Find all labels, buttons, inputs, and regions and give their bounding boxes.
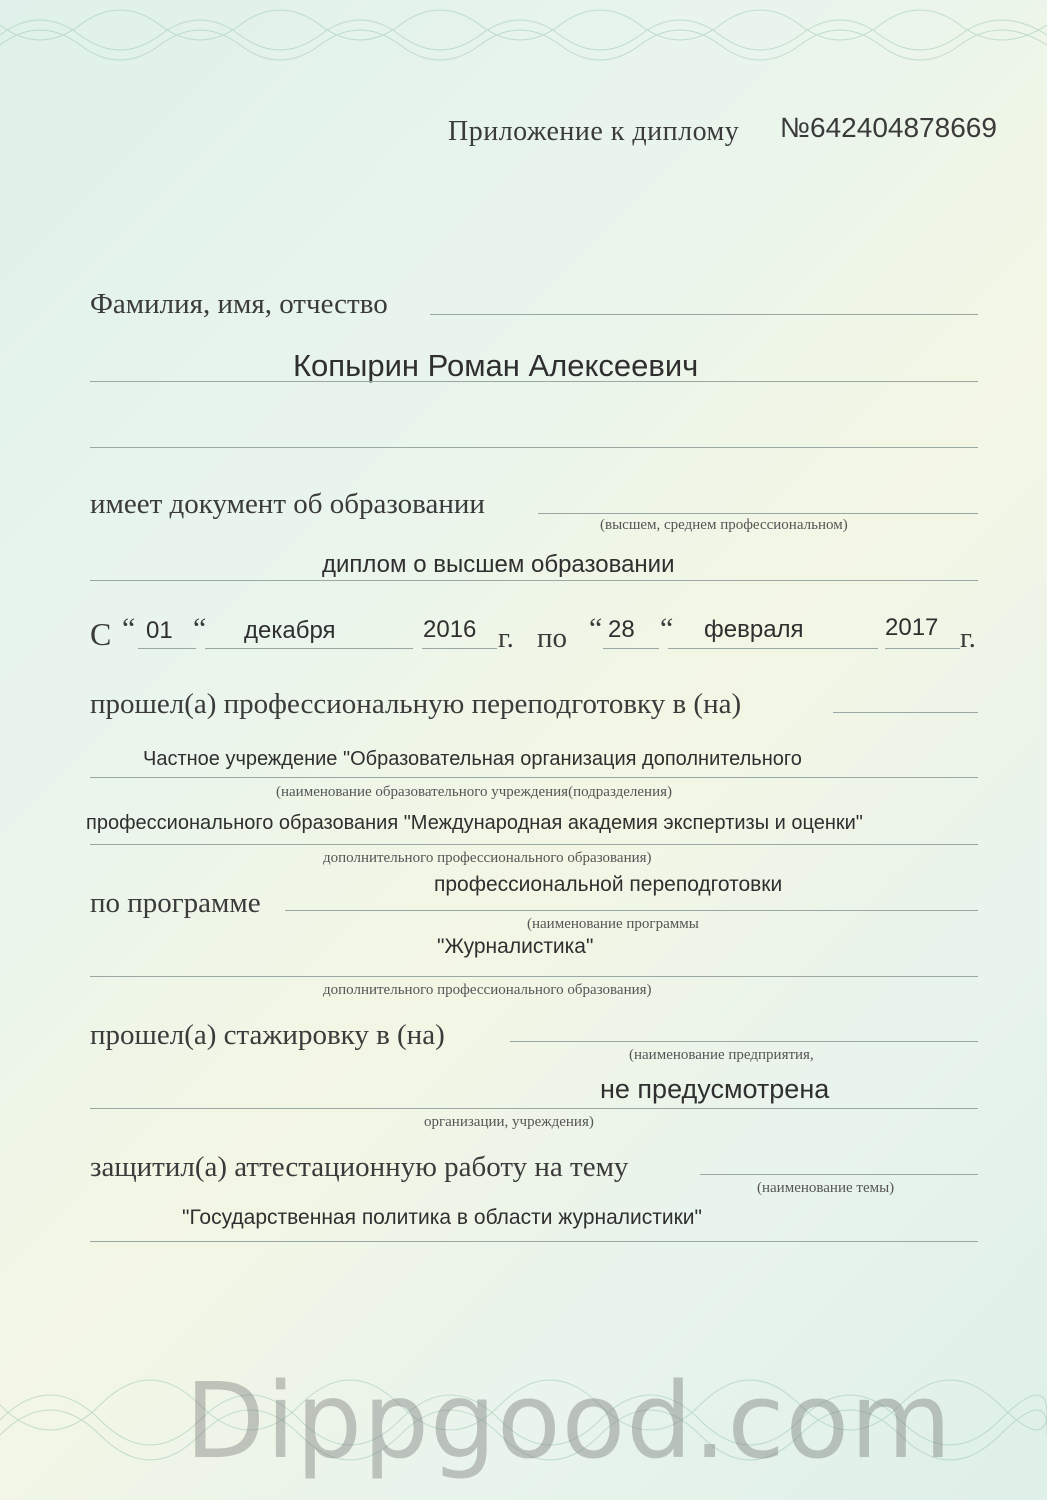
- internship-hint1: (наименование предприятия,: [629, 1047, 814, 1063]
- retraining-underline: [833, 712, 978, 713]
- end-year-underline: [885, 648, 960, 649]
- internship-hint2: организации, учреждения): [424, 1114, 594, 1130]
- fio-label: Фамилия, имя, отчество: [90, 288, 388, 320]
- thesis-value-underline: [90, 1241, 978, 1242]
- end-year-suffix: г.: [960, 622, 976, 654]
- thesis-hint: (наименование темы): [757, 1180, 895, 1196]
- diploma-number: [780, 114, 997, 142]
- start-year-underline: [422, 648, 497, 649]
- education-doc-underline: [538, 513, 978, 514]
- education-doc-label: имеет документ об образовании: [90, 488, 485, 520]
- start-day-underline: [138, 648, 196, 649]
- program-hint2: дополнительного профессионального образования): [323, 982, 652, 998]
- retraining-hint2: дополнительного профессионального образования): [323, 850, 652, 866]
- internship-value: не предусмотрена: [600, 1074, 830, 1104]
- retraining-org-line1: Частное учреждение "Образовательная организация дополнительного: [143, 748, 802, 770]
- fio-value: Копырин Роман Алексеевич: [293, 348, 699, 383]
- top-guilloche-ornament: [0, 0, 1047, 70]
- start-close-quote: “: [193, 612, 207, 645]
- program-value2-underline: [90, 976, 978, 977]
- fio-underline: [430, 314, 978, 315]
- thesis-underline: [700, 1174, 978, 1175]
- program-label: по программе: [90, 887, 261, 919]
- document-title: Приложение к диплому: [448, 116, 740, 147]
- retraining-org-line1-underline: [90, 777, 978, 778]
- education-doc-value: диплом о высшем образовании: [322, 551, 675, 578]
- education-doc-value-underline: [90, 580, 978, 581]
- start-year: 2016: [423, 616, 477, 643]
- education-doc-hint: (высшем, среднем профессиональном): [600, 517, 848, 533]
- fio-blank-underline: [90, 447, 978, 448]
- end-month-underline: [668, 648, 878, 649]
- retraining-hint1: (наименование образовательного учреждения(подразделения): [276, 784, 672, 800]
- end-close-quote: “: [660, 612, 674, 645]
- end-month: февраля: [704, 616, 804, 643]
- internship-underline: [510, 1041, 978, 1042]
- start-year-suffix: г.: [498, 622, 514, 654]
- fio-value-underline: [90, 381, 978, 382]
- diploma-number-value: №642404878669: [780, 112, 997, 143]
- start-month: декабря: [244, 617, 336, 644]
- thesis-label: защитил(а) аттестационную работу на тему: [90, 1151, 629, 1183]
- internship-value-underline: [90, 1108, 978, 1109]
- start-open-quote: “: [122, 612, 136, 645]
- site-watermark: Dippgood.com: [185, 1360, 953, 1482]
- end-year: 2017: [885, 614, 939, 641]
- end-day: 28: [608, 616, 635, 643]
- program-value1: профессиональной переподготовки: [434, 873, 783, 896]
- period-to-word: по: [537, 622, 568, 654]
- program-hint1: (наименование программы: [527, 916, 699, 932]
- retraining-label: прошел(а) профессиональную переподготовку в (на): [90, 688, 742, 720]
- internship-label: прошел(а) стажировку в (на): [90, 1019, 445, 1051]
- start-month-underline: [205, 648, 413, 649]
- start-day: 01: [146, 617, 173, 644]
- end-day-underline: [603, 648, 659, 649]
- thesis-value: "Государственная политика в области журналистики": [182, 1206, 702, 1229]
- program-value2: "Журналистика": [437, 935, 594, 958]
- period-prefix: С: [90, 616, 112, 652]
- retraining-org-line2: профессионального образования "Международная академия экспертизы и оценки": [86, 812, 863, 834]
- retraining-org-line2-underline: [90, 844, 978, 845]
- program-underline: [285, 910, 978, 911]
- end-open-quote: “: [589, 612, 603, 645]
